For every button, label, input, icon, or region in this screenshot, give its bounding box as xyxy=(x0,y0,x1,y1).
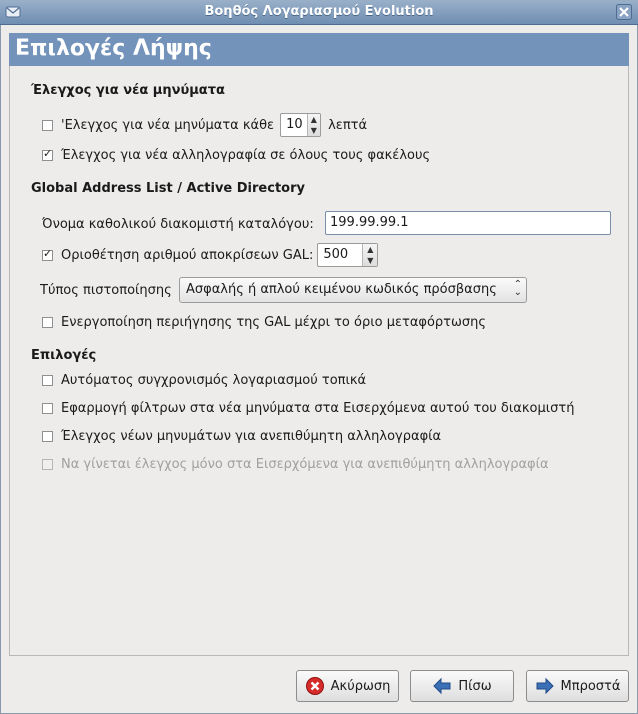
gal-browse-row xyxy=(42,311,486,333)
check-all-folders-checkbox[interactable] xyxy=(42,150,53,161)
junk-inbox-row xyxy=(42,453,549,475)
gal-browse-label: Ενεργοποίηση περιήγησης της GAL μέχρι το όριο μεταφόρτωσης xyxy=(61,314,487,330)
sync-row xyxy=(42,369,366,391)
filters-row xyxy=(42,397,574,419)
check-all-folders-row xyxy=(42,144,430,166)
spin-arrows-icon[interactable]: ▲ ▼ xyxy=(362,244,377,266)
junk-label: Έλεγχος νέων μηνυμάτων για ανεπιθύμητη αλληλογραφία xyxy=(61,428,442,444)
back-button[interactable] xyxy=(410,670,514,702)
forward-button[interactable] xyxy=(526,670,629,702)
forward-label: Μπροστά xyxy=(560,678,621,694)
check-interval-checkbox[interactable] xyxy=(42,120,53,131)
receive-options-panel xyxy=(9,66,629,656)
check-interval-row xyxy=(42,114,367,136)
sync-label: Αυτόματος συγχρονισμός λογαριασμού τοπικά xyxy=(61,372,367,388)
check-interval-label: 'Ελεγχος για νέα μηνύματα κάθε xyxy=(61,117,275,133)
combo-arrows-icon: ⌃ ⌄ xyxy=(513,279,522,298)
junk-row xyxy=(42,425,441,447)
window-titlebar xyxy=(0,0,638,25)
auth-type-row xyxy=(40,279,172,301)
section-heading-gal: Global Address List / Active Directory xyxy=(31,181,305,196)
cancel-button[interactable] xyxy=(296,670,399,702)
auth-type-value: Ασφαλής ή απλού κειμένου κωδικός πρόσβασης xyxy=(186,282,497,297)
back-label: Πίσω xyxy=(458,678,492,694)
cancel-icon xyxy=(305,676,325,696)
arrow-left-icon xyxy=(432,676,452,696)
assistant-window xyxy=(0,25,638,714)
window-title: Βοηθός Λογαριασμού Evolution xyxy=(204,4,434,19)
gal-limit-row xyxy=(42,244,378,266)
check-interval-spinner[interactable] xyxy=(280,113,321,137)
section-heading-check-new: Έλεγχος για νέα μηνύματα xyxy=(31,83,225,98)
gal-limit-value: 500 xyxy=(323,247,349,262)
auth-type-combo[interactable] xyxy=(179,277,527,303)
filters-label: Εφαρμογή φίλτρων στα νέα μηνύματα στα Εισερχόμενα αυτού του διακομιστή xyxy=(61,400,575,416)
close-icon[interactable] xyxy=(616,4,632,20)
page-title: Επιλογές Λήψης xyxy=(15,36,212,61)
junk-checkbox[interactable] xyxy=(42,431,53,442)
gal-limit-label: Οριοθέτηση αριθμού αποκρίσεων GAL: xyxy=(61,247,314,263)
auth-type-label: Τύπος πιστοποίησης xyxy=(40,282,172,298)
gal-browse-checkbox[interactable] xyxy=(42,317,53,328)
filters-checkbox[interactable] xyxy=(42,403,53,414)
section-heading-options: Επιλογές xyxy=(31,348,97,363)
check-interval-unit: λεπτά xyxy=(328,117,368,133)
gal-limit-checkbox[interactable] xyxy=(42,250,53,261)
junk-inbox-label: Να γίνεται έλεγχος μόνο στα Εισερχόμενα για ανεπιθύμητη αλληλογραφία xyxy=(61,456,549,472)
gal-server-row xyxy=(42,213,314,235)
sync-checkbox[interactable] xyxy=(42,375,53,386)
cancel-label: Ακύρωση xyxy=(330,678,391,694)
junk-inbox-checkbox[interactable] xyxy=(42,459,53,470)
spin-arrows-icon[interactable]: ▲ ▼ xyxy=(307,114,320,136)
arrow-right-icon xyxy=(535,676,555,696)
gal-server-label: Όνομα καθολικού διακομιστή καταλόγου: xyxy=(42,216,314,232)
gal-server-input[interactable]: 199.99.99.1 xyxy=(325,211,611,235)
check-interval-value: 10 xyxy=(286,117,303,132)
check-all-folders-label: Έλεγχος για νέα αλληλογραφία σε όλους τους φακέλους xyxy=(61,147,431,163)
gal-limit-spinner[interactable] xyxy=(317,243,378,267)
page-header xyxy=(9,33,629,66)
